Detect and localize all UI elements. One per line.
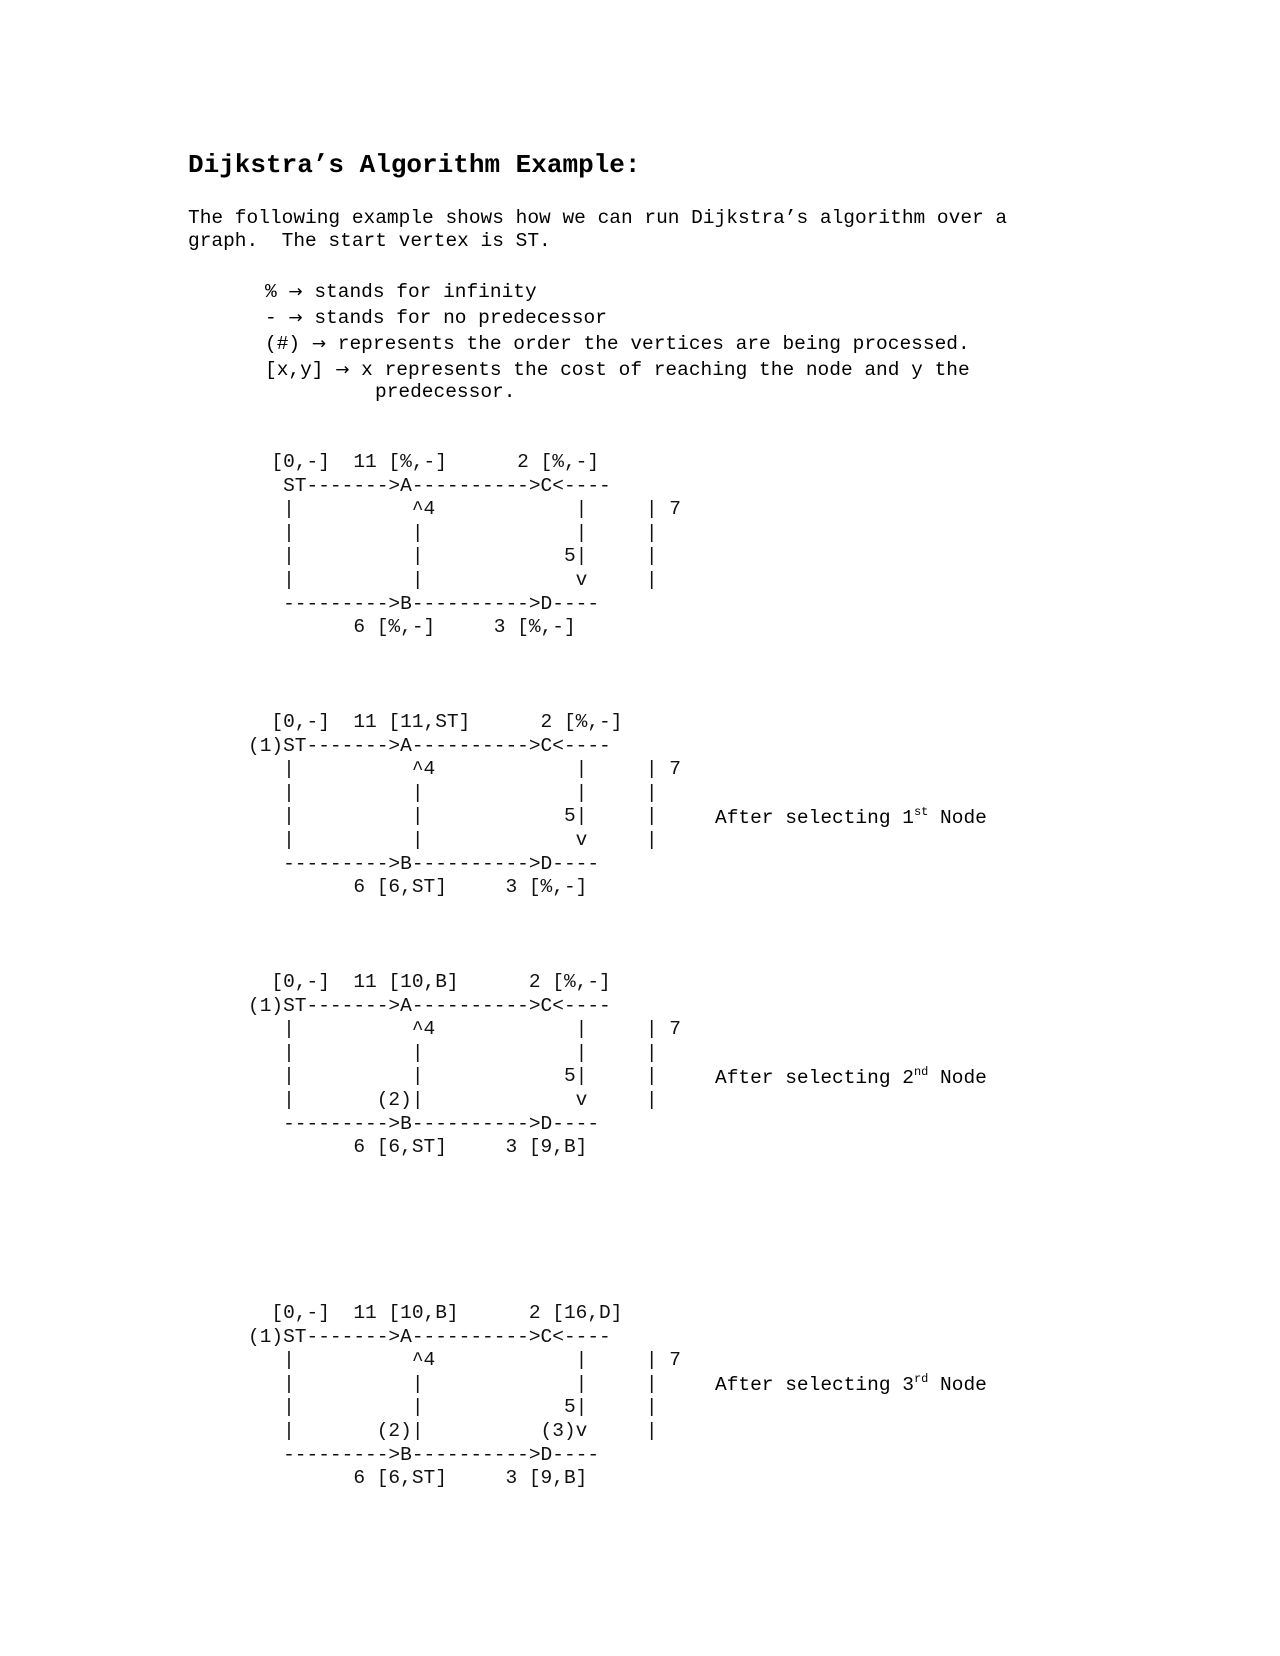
caption-ordinal: st (913, 805, 929, 819)
legend-list (265, 279, 970, 405)
legend-item-infinity (265, 279, 970, 305)
caption-suffix: Node (928, 807, 987, 829)
legend-text: x represents the cost of reaching the node and y the (361, 359, 970, 381)
caption-text: After selecting 2 (715, 1067, 914, 1089)
caption-text: After selecting 3 (715, 1374, 914, 1396)
legend-symbol: [x,y] (265, 359, 324, 381)
caption-ordinal: rd (913, 1372, 929, 1386)
legend-symbol: (#) (265, 333, 301, 355)
graph-diagram-step-3: [0,-] 11 [10,B] 2 [16,D] (1)ST------->A---------->C<---- | ^4 | | 7 | | | | | | 5| | | (2)| (3)v | --------->B---------->D---- 6 [6,ST] 3 [9,B] (248, 1302, 681, 1490)
page-title: Dijkstra’s Algorithm Example: (188, 150, 641, 180)
legend-text: stands for no predecessor (314, 307, 607, 329)
legend-text: stands for infinity (314, 281, 537, 303)
caption-ordinal: nd (913, 1065, 929, 1079)
intro-paragraph: The following example shows how we can run Dijkstra’s algorithm over a graph. The start vertex is ST. (188, 207, 1008, 252)
legend-symbol: % (265, 281, 277, 303)
right-arrow-icon: → (311, 334, 327, 354)
legend-item-continuation: predecessor. (375, 381, 516, 403)
legend-item-order (265, 331, 970, 357)
legend-item-cost-pair (265, 357, 970, 383)
caption-suffix: Node (928, 1067, 987, 1089)
right-arrow-icon: → (288, 282, 303, 302)
graph-diagram-step-1: [0,-] 11 [11,ST] 2 [%,-] (1)ST------->A---------->C<---- | ^4 | | 7 | | | | | | 5| | | | v | --------->B---------->D---- 6 [6,ST] 3 [%,-] (248, 711, 681, 899)
caption-text: After selecting 1 (715, 807, 914, 829)
legend-symbol: - (265, 307, 277, 329)
legend-text: represents the order the vertices are being processed. (337, 333, 970, 355)
caption-step-2 (715, 1066, 987, 1090)
graph-diagram-step-2: [0,-] 11 [10,B] 2 [%,-] (1)ST------->A---------->C<---- | ^4 | | 7 | | | | | | 5| | | (2)| v | --------->B---------->D---- 6 [6,ST] 3 [9,B] (248, 971, 681, 1159)
caption-step-1 (715, 806, 987, 830)
graph-diagram-initial: [0,-] 11 [%,-] 2 [%,-] ST------->A---------->C<---- | ^4 | | 7 | | | | | | 5| | | | v | --------->B---------->D---- 6 [%,-] 3 [%,-] (271, 451, 681, 639)
right-arrow-icon: → (335, 360, 350, 380)
caption-suffix: Node (928, 1374, 987, 1396)
legend-item-no-predecessor (265, 305, 970, 331)
right-arrow-icon: → (288, 308, 303, 328)
caption-step-3 (715, 1373, 987, 1397)
